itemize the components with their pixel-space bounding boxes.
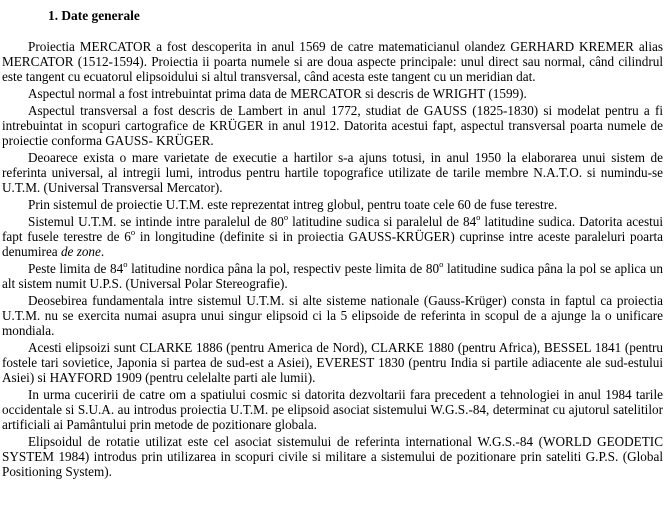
- paragraph-ups-limits: [2, 258, 663, 291]
- paragraph-normal-aspect: Aspectul normal a fost intrebuintat prima data de MERCATOR si descris de WRIGHT (1599).: [28, 86, 527, 101]
- degree-mark: o: [130, 226, 136, 237]
- paragraph-utm-global: Prin sistemul de proiectie U.T.M. este reprezentat intreg globul, pentru toate cele 60 de fuse terestre.: [28, 197, 558, 212]
- paragraph-ellipsoids: Acesti elipsoizi sunt CLARKE 1886 (pentru America de Nord), CLARKE 1880 (pentru Africa), BESSEL 1841 (pentru fostele tari sovietice, Japonia si partea de sud-est a Asiei), EVEREST 1830 (pentru India si partile adiacente ale sud-estului Asiei) si HAYFORD 1909 (pentru celelalte parti ale lumii).: [2, 340, 663, 385]
- degree-mark: o: [476, 211, 481, 222]
- text-run: .: [100, 244, 105, 259]
- paragraph-utm-vs-national: Deosebirea fundamentala intre sistemul U.T.M. si alte sisteme nationale (Gauss-Krüger) consta in faptul ca proiectia U.T.M. nu se exercita numai asupra unui singur elipsoid ci la 5 elipsoide de referinta in scopul de a ajunge la o unificare mondiala.: [2, 293, 663, 338]
- text-run: latitudine sudica si paralelul de 84: [288, 214, 477, 229]
- emphasis-term: de zone: [60, 244, 101, 259]
- paragraph-utm-zones: [2, 211, 664, 259]
- text-run: latitudine nordica pâna la pol, respectiv peste limita de 80: [127, 261, 440, 276]
- paragraph-wgs84-adoption: In urma cuceririi de catre om a spatiului cosmic si datorita dezvoltarii fara precedent a tehnologiei in anul 1984 tarile occidentale si S.U.A. au introdus proiectia U.T.M. pe elipsoid asociat sistemului W.G.S.-84, determinat cu ajutorul satelitilor artificiali ai Pamântului prin metode de pozitionare globala.: [2, 387, 663, 432]
- text-run: latitudine sudica pâna la pol se aplica un alt sistem numit U.P.S. (Universal Polar Stereografie).: [2, 261, 663, 291]
- degree-mark: o: [439, 258, 444, 269]
- degree-mark: o: [123, 258, 128, 269]
- document-body: [2, 39, 663, 481]
- text-run: Peste limita de 84: [28, 261, 124, 276]
- section-heading: 1. Date generale: [48, 8, 140, 23]
- degree-mark: o: [283, 211, 289, 222]
- paragraph-transversal-aspect: Aspectul transversal a fost descris de Lambert in anul 1772, studiat de GAUSS (1825-1830) si modelat pentru a fi intrebuintat in scopuri cartografice de KRÜGER in anul 1912. Datorita acestui fapt, aspectul transversal poarta numele de proiectie conforma GAUSS- KRÜGER.: [2, 103, 663, 148]
- paragraph-utm-introduction: Deoarece exista o mare varietate de executie a hartilor s-a ajuns totusi, in anul 1950 la elaborarea unui sistem de referinta universal, al intregii lumi, introdus pentru hartile topografice utilizate de tarile membre N.A.T.O. si numindu-se U.T.M. (Universal Transversal Mercator).: [2, 150, 663, 195]
- text-run: in longitudine (definite si in proiectia GAUSS-KRÜGER) cuprinse intre aceste paraleluri poarta denumirea: [2, 229, 663, 259]
- text-run: latitudine sudica. Datorita acestui fapt fusele terestre de 6: [2, 214, 664, 244]
- text-run: Sistemul U.T.M. se intinde intre paralelul de 80: [28, 214, 284, 229]
- paragraph-wgs84-ellipsoid: Elipsoidul de rotatie utilizat este cel asociat sistemului de referinta international W.G.S.-84 (WORLD GEODETIC SYSTEM 1984) introdus prin utilizarea in scopuri civile si militare a sistemului de pozitionare prin sateliti G.P.S. (Global Positioning System).: [2, 434, 663, 479]
- paragraph-mercator-origin: Proiectia MERCATOR a fost descoperita in anul 1569 de catre matematicianul olandez GERHARD KREMER alias MERCATOR (1512-1594). Proiectia ii poarta numele si are doua aspecte principale: unul direct sau normal, când cilindrul este tangent cu ecuatorul elipsoidului si altul transversal, când acesta este tangent cu un meridian dat.: [2, 39, 663, 84]
